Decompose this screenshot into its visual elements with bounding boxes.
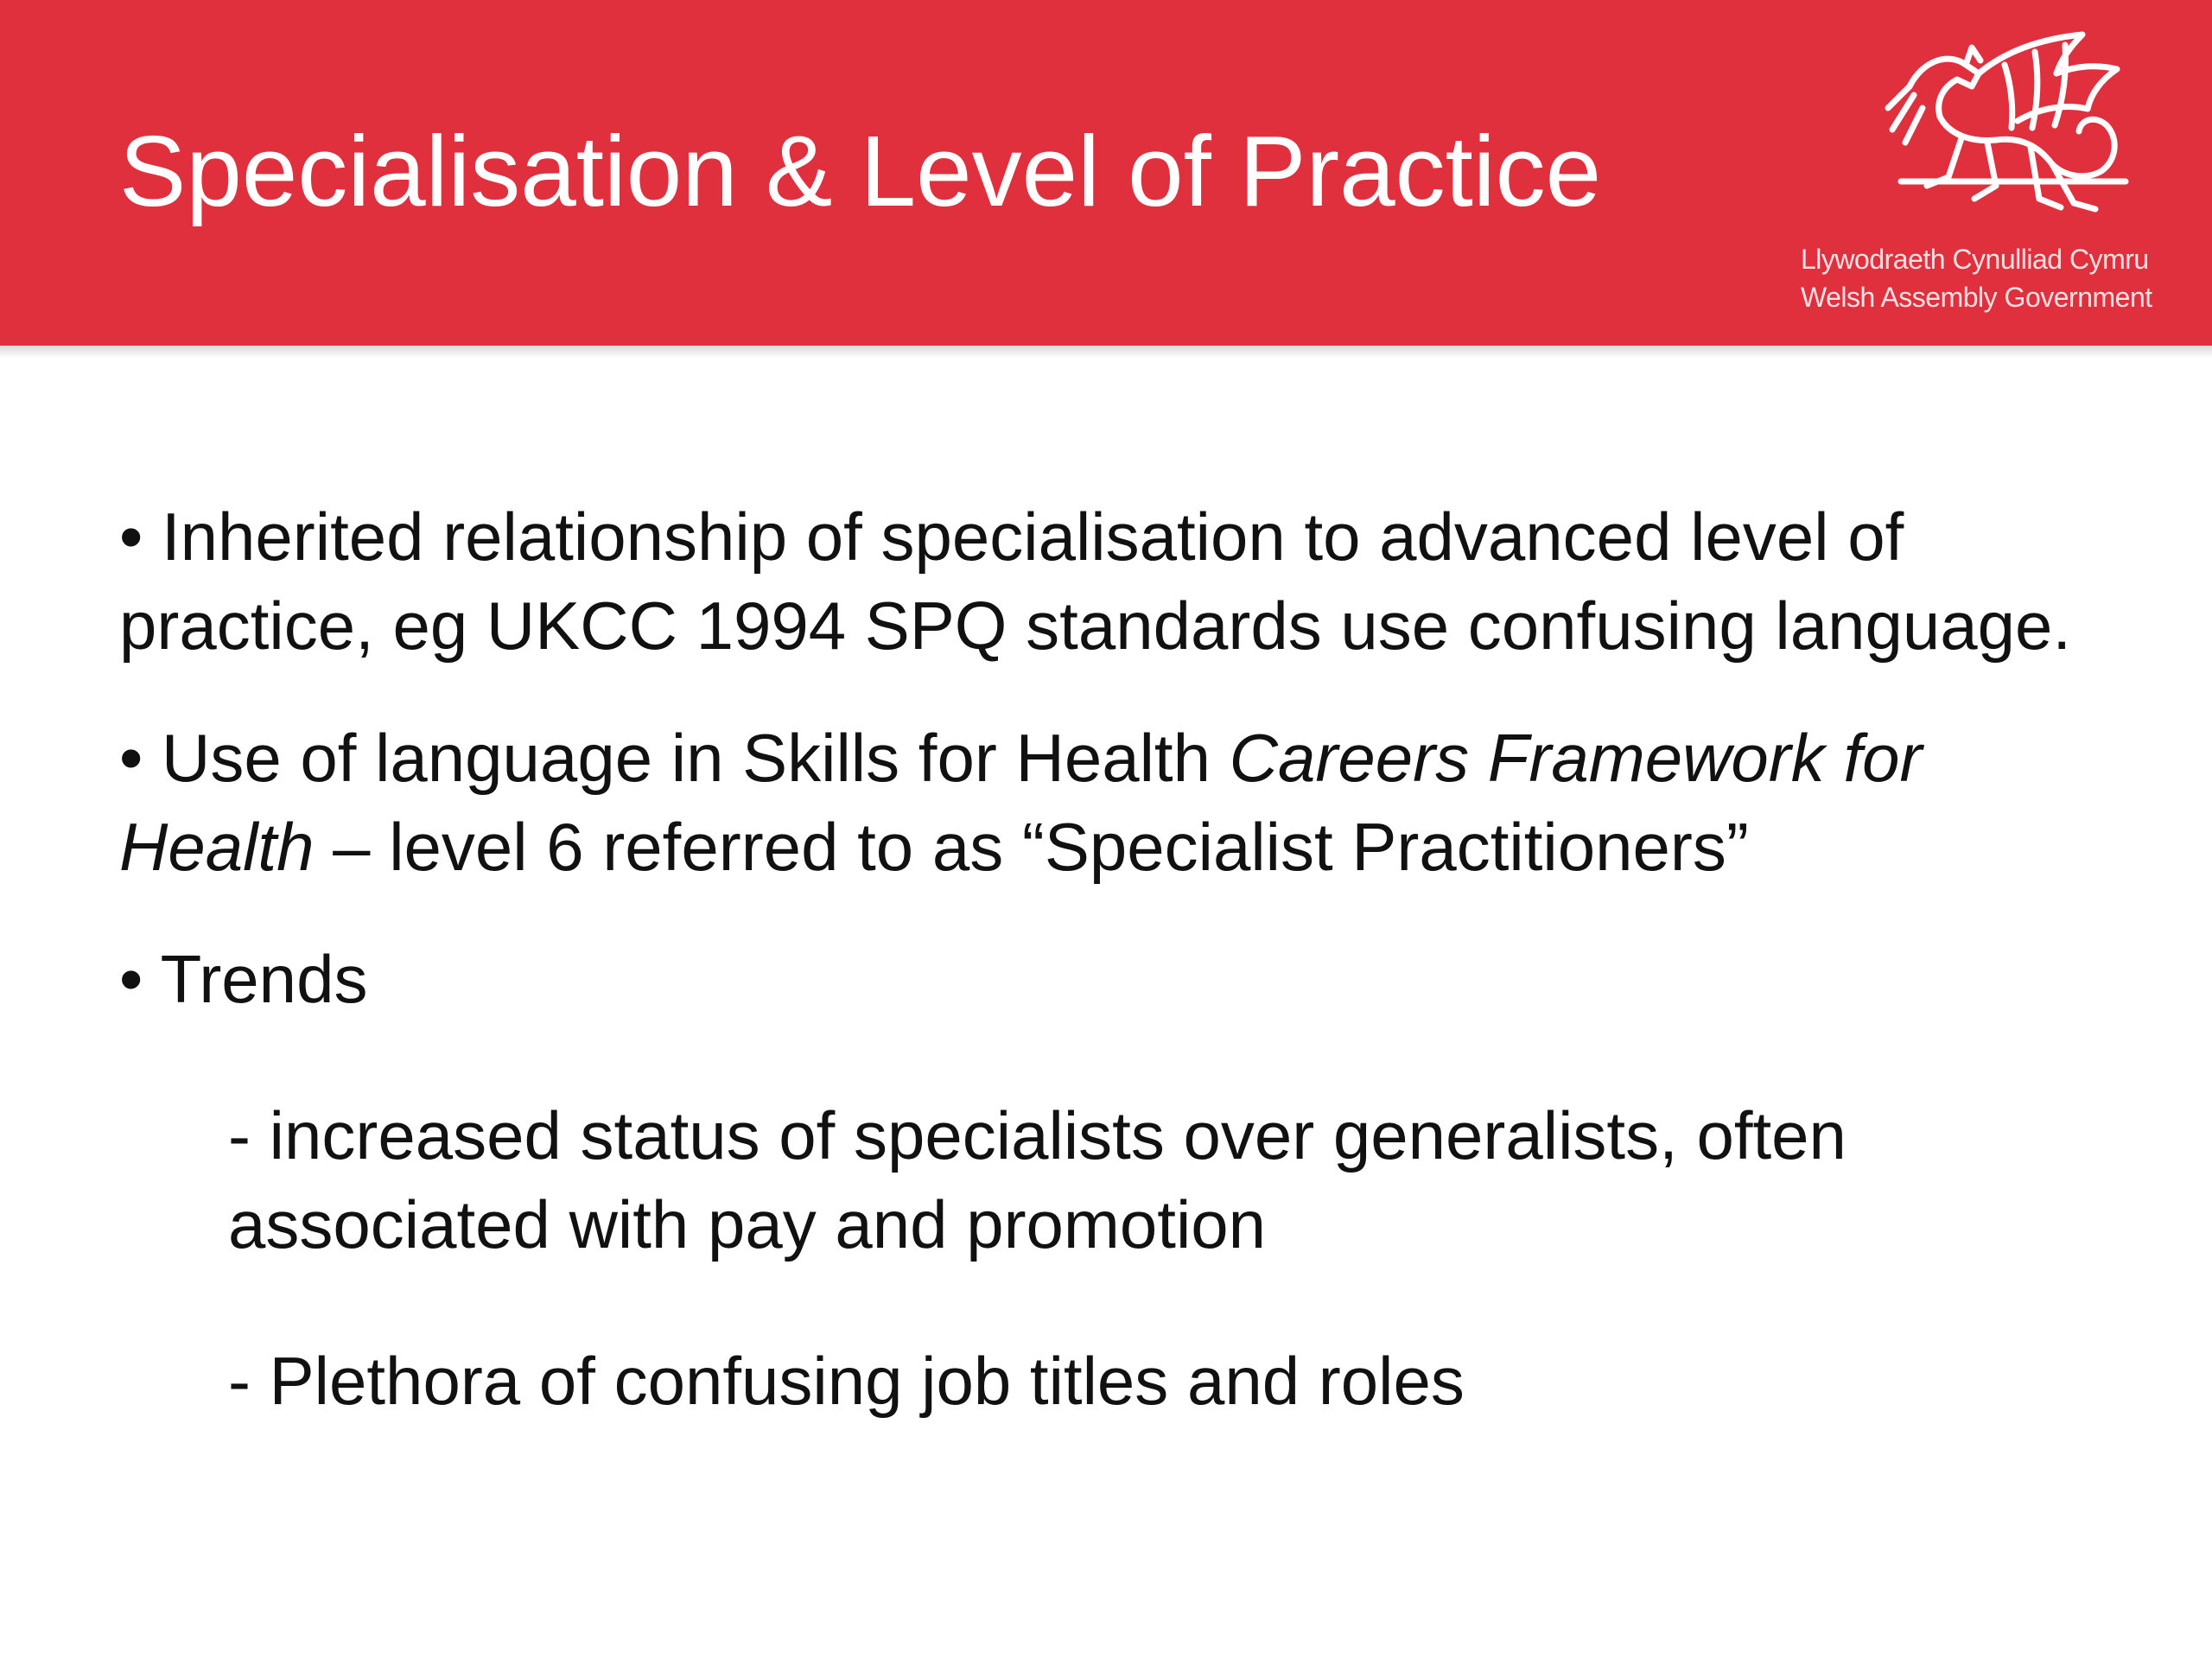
logo-text-welsh: Llywodraeth Cynulliad Cymru	[1801, 244, 2149, 275]
sub-bullet-marker: -	[228, 1343, 251, 1419]
bullet-item	[119, 714, 2107, 892]
bullet-item	[119, 935, 2107, 1024]
bullet-marker: •	[119, 499, 143, 575]
sub-bullet-marker: -	[228, 1097, 251, 1173]
welsh-dragon-icon	[1875, 26, 2134, 233]
bullet-text: Trends	[160, 941, 368, 1017]
slide-body	[119, 493, 2107, 1469]
sub-bullet-item	[228, 1091, 2107, 1269]
bullet-text: – level 6 referred to as “Specialist Practitioners”	[314, 809, 1749, 885]
slide-header	[0, 0, 2212, 346]
bullet-item	[119, 493, 2107, 671]
bullet-text: Use of language in Skills for Health	[161, 720, 1230, 796]
sub-bullet-item	[228, 1337, 2107, 1426]
bullet-marker: •	[119, 720, 143, 796]
bullet-text: Inherited relationship of specialisation to advanced level of practice, eg UKCC 1994 SPQ standards use confusing language.	[119, 499, 2072, 664]
sub-bullet-text: increased status of specialists over generalists, often associated with pay and promotion	[228, 1097, 1847, 1262]
sub-bullet-text: Plethora of confusing job titles and roles	[269, 1343, 1465, 1419]
bullet-marker: •	[119, 941, 143, 1017]
welsh-assembly-government-logo	[1789, 26, 2186, 320]
bullet-text-italic: Careers Framework for Health	[119, 720, 1923, 885]
logo-text-english: Welsh Assembly Government	[1801, 282, 2152, 313]
slide-title: Specialisation & Level of Practice	[119, 115, 1602, 227]
header-divider	[0, 346, 2212, 358]
